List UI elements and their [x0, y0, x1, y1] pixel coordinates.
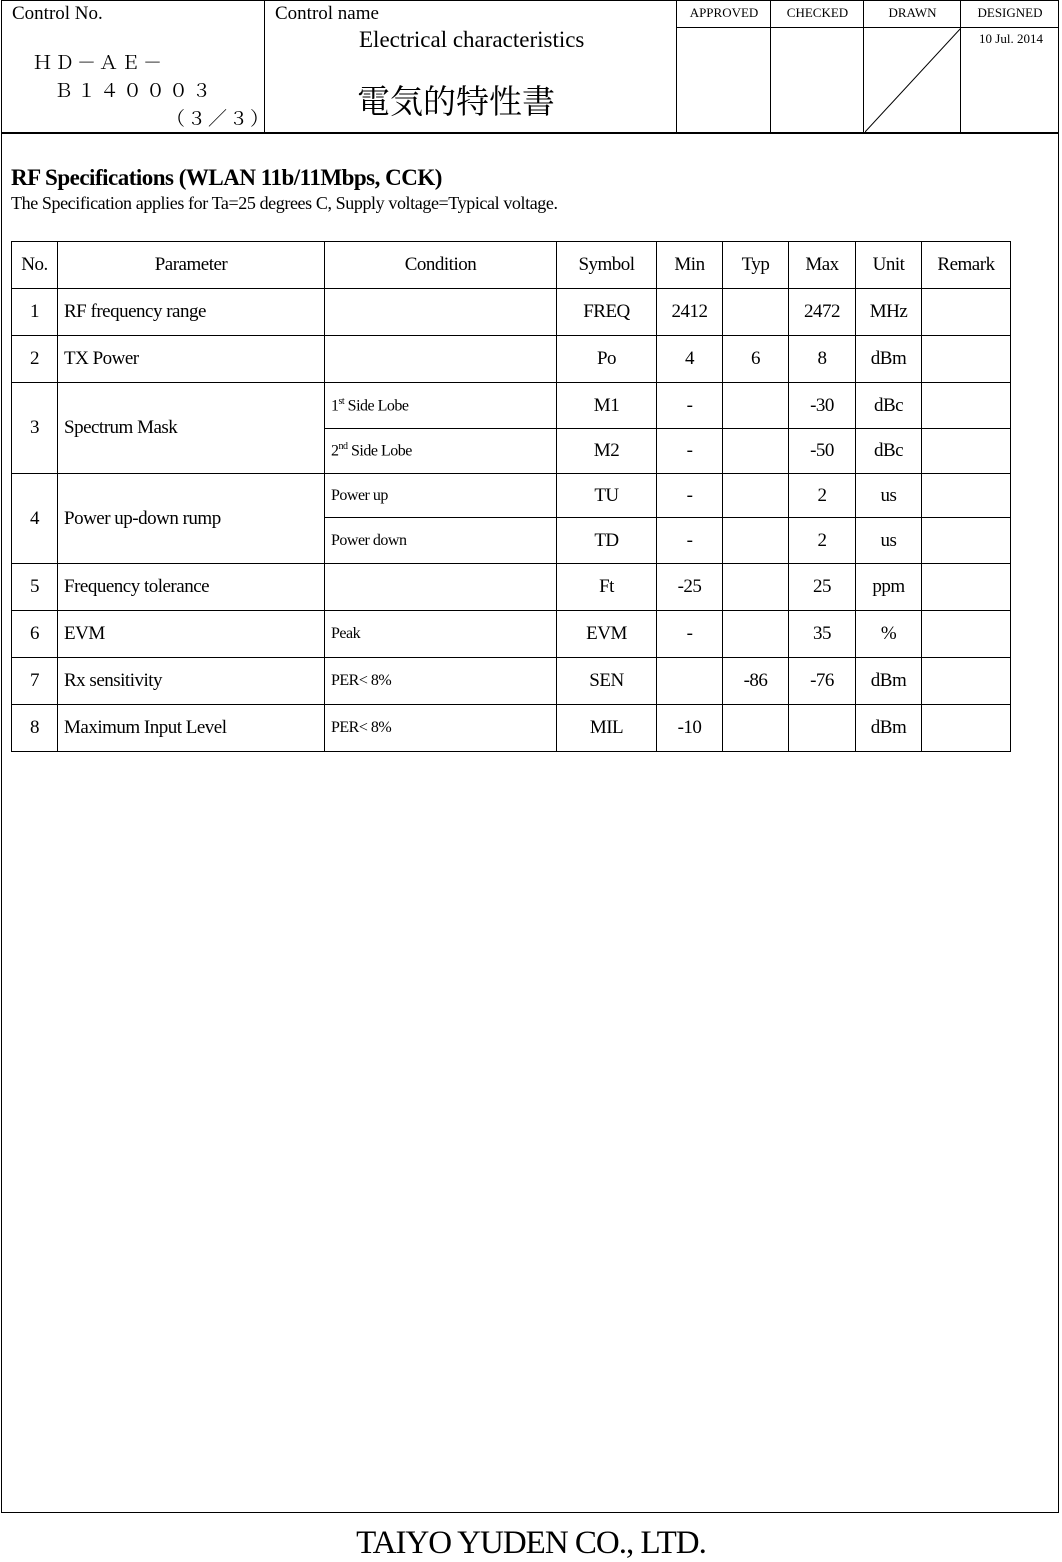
- row-typ: [723, 429, 789, 474]
- row-no: 8: [12, 705, 58, 752]
- checked-label: CHECKED: [786, 5, 849, 20]
- row-unit: %: [856, 611, 922, 658]
- header-no: No.: [12, 242, 58, 289]
- row-condition: PER< 8%: [325, 658, 557, 705]
- row-condition: Power up: [325, 474, 557, 518]
- row-max: -50: [789, 429, 856, 474]
- cond-number: 2: [331, 442, 339, 460]
- row-typ: 6: [723, 336, 789, 383]
- header-typ: Typ: [723, 242, 789, 289]
- row-max: 2: [789, 474, 856, 518]
- table-header-row: [12, 242, 1011, 289]
- table-row: [12, 658, 1011, 705]
- title-block: [1, 0, 1059, 134]
- row-symbol: TD: [557, 518, 657, 564]
- row-unit: dBm: [856, 658, 922, 705]
- row-symbol: MIL: [557, 705, 657, 752]
- row-remark: [922, 336, 1011, 383]
- row-condition: Power down: [325, 518, 557, 564]
- row-min: 4: [657, 336, 723, 383]
- control-name-english: Electrical characteristics: [359, 27, 585, 52]
- row-condition: [325, 564, 557, 611]
- header-max: Max: [789, 242, 856, 289]
- header-remark: Remark: [922, 242, 1011, 289]
- row-min: -10: [657, 705, 723, 752]
- row-typ: [723, 518, 789, 564]
- row-max: 25: [789, 564, 856, 611]
- row-min: -: [657, 429, 723, 474]
- row-max: 8: [789, 336, 856, 383]
- section-subtitle: The Specification applies for Ta=25 degrees C, Supply voltage=Typical voltage.: [11, 193, 558, 213]
- section-title: RF Specifications (WLAN 11b/11Mbps, CCK): [11, 165, 442, 190]
- row-no: 3: [12, 383, 58, 474]
- page-frame: [1, 0, 1059, 1513]
- row-no: 6: [12, 611, 58, 658]
- table-row: [12, 289, 1011, 336]
- row-max: -76: [789, 658, 856, 705]
- row-typ: [723, 383, 789, 429]
- row-condition: [325, 336, 557, 383]
- row-unit: us: [856, 474, 922, 518]
- row-parameter: Maximum Input Level: [58, 705, 325, 752]
- row-condition: [325, 289, 557, 336]
- row-parameter: Rx sensitivity: [58, 658, 325, 705]
- row-remark: [922, 474, 1011, 518]
- row-max: [789, 705, 856, 752]
- header-min: Min: [657, 242, 723, 289]
- row-condition: PER< 8%: [325, 705, 557, 752]
- table-row: [12, 564, 1011, 611]
- row-typ: [723, 611, 789, 658]
- row-unit: dBc: [856, 383, 922, 429]
- row-max: 2: [789, 518, 856, 564]
- row-max: -30: [789, 383, 856, 429]
- row-typ: [723, 705, 789, 752]
- row-remark: [922, 383, 1011, 429]
- row-min: -: [657, 383, 723, 429]
- control-name-label: Control name: [275, 3, 379, 24]
- drawn-label: DRAWN: [888, 5, 937, 20]
- row-no: 2: [12, 336, 58, 383]
- designed-date: 10 Jul. 2014: [979, 31, 1043, 46]
- row-no: 4: [12, 474, 58, 564]
- header-symbol: Symbol: [557, 242, 657, 289]
- row-unit: ppm: [856, 564, 922, 611]
- cond-text: Side Lobe: [344, 397, 409, 415]
- row-unit: dBm: [856, 336, 922, 383]
- row-symbol: Ft: [557, 564, 657, 611]
- control-no-label: Control No.: [12, 3, 103, 24]
- row-remark: [922, 658, 1011, 705]
- row-parameter: RF frequency range: [58, 289, 325, 336]
- header-unit: Unit: [856, 242, 922, 289]
- row-unit: us: [856, 518, 922, 564]
- control-no-page: （３／３）: [166, 109, 272, 130]
- row-typ: [723, 564, 789, 611]
- row-min: -: [657, 474, 723, 518]
- row-parameter: Power up-down rump: [58, 474, 325, 564]
- designed-label: DESIGNED: [977, 5, 1043, 20]
- row-symbol: FREQ: [557, 289, 657, 336]
- table-row: [12, 705, 1011, 752]
- drawn-cross-out-line: [865, 28, 961, 132]
- row-parameter: TX Power: [58, 336, 325, 383]
- row-remark: [922, 611, 1011, 658]
- row-max: 35: [789, 611, 856, 658]
- row-unit: dBm: [856, 705, 922, 752]
- control-no-line2: Ｂ１４０００３: [54, 81, 216, 102]
- company-name-footer: TAIYO YUDEN CO., LTD.: [356, 1525, 706, 1561]
- row-symbol: M2: [557, 429, 657, 474]
- row-min: -: [657, 611, 723, 658]
- row-parameter: EVM: [58, 611, 325, 658]
- row-no: 5: [12, 564, 58, 611]
- row-condition: [325, 429, 557, 474]
- header-condition: Condition: [325, 242, 557, 289]
- row-no: 7: [12, 658, 58, 705]
- row-typ: [723, 289, 789, 336]
- row-remark: [922, 564, 1011, 611]
- row-min: -25: [657, 564, 723, 611]
- row-max: 2472: [789, 289, 856, 336]
- row-remark: [922, 518, 1011, 564]
- row-min: 2412: [657, 289, 723, 336]
- row-parameter: Spectrum Mask: [58, 383, 325, 474]
- row-unit: dBc: [856, 429, 922, 474]
- header-parameter: Parameter: [58, 242, 325, 289]
- row-min: [657, 658, 723, 705]
- row-symbol: Po: [557, 336, 657, 383]
- row-typ: -86: [723, 658, 789, 705]
- table-row: [12, 383, 1011, 429]
- row-symbol: TU: [557, 474, 657, 518]
- row-min: -: [657, 518, 723, 564]
- table-row: [12, 336, 1011, 383]
- row-symbol: EVM: [557, 611, 657, 658]
- table-row: [12, 611, 1011, 658]
- row-condition: [325, 383, 557, 429]
- control-no-line1: ＨＤ－ＡＥ－: [33, 53, 166, 74]
- row-symbol: M1: [557, 383, 657, 429]
- row-symbol: SEN: [557, 658, 657, 705]
- row-condition: Peak: [325, 611, 557, 658]
- row-no: 1: [12, 289, 58, 336]
- row-remark: [922, 429, 1011, 474]
- row-parameter: Frequency tolerance: [58, 564, 325, 611]
- rf-spec-table: [11, 241, 1011, 752]
- row-remark: [922, 705, 1011, 752]
- cond-text: Side Lobe: [347, 442, 412, 460]
- row-remark: [922, 289, 1011, 336]
- cond-number: 1: [331, 397, 339, 415]
- row-typ: [723, 474, 789, 518]
- cond-ordinal: nd: [338, 441, 348, 453]
- control-name-japanese: 電気的特性書: [357, 82, 555, 121]
- cond-ordinal: st: [338, 395, 345, 407]
- table-row: [12, 474, 1011, 518]
- row-unit: MHz: [856, 289, 922, 336]
- approved-label: APPROVED: [689, 5, 759, 20]
